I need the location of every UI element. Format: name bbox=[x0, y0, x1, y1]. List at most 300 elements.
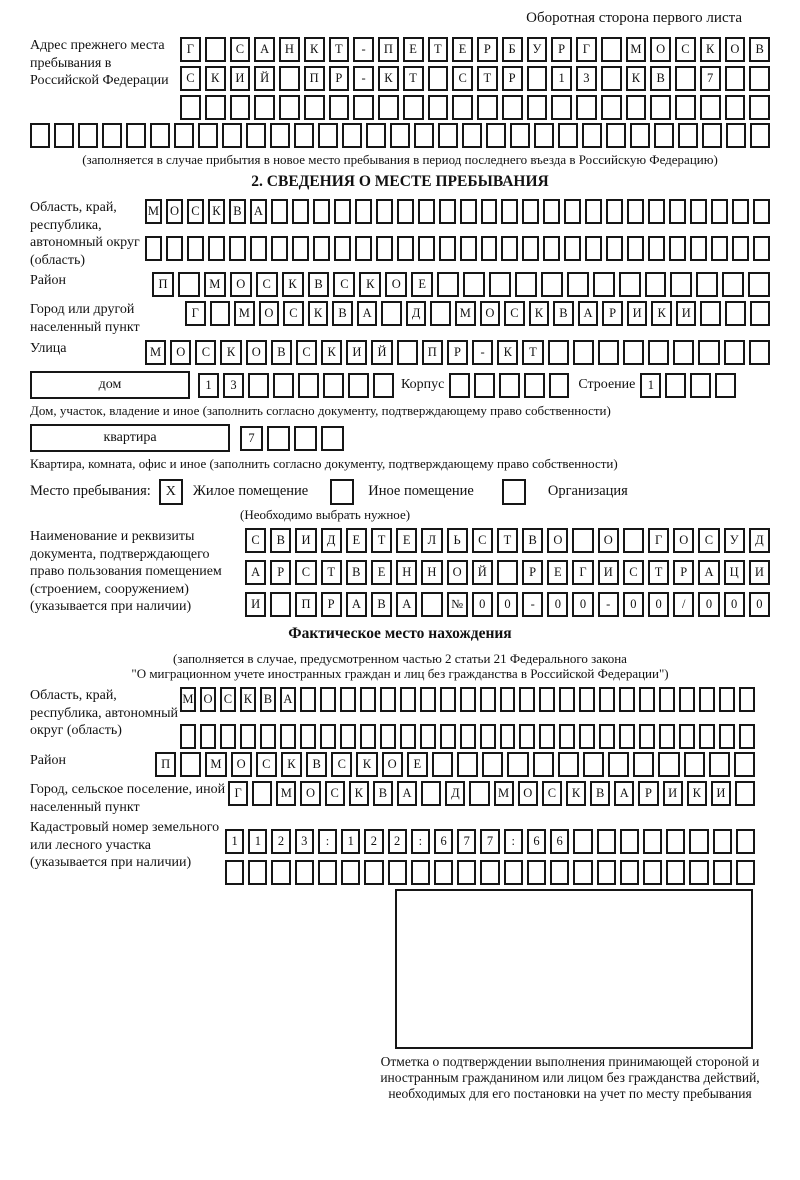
char-cell[interactable]: М bbox=[145, 340, 166, 365]
char-cell[interactable] bbox=[254, 95, 275, 120]
char-cell[interactable] bbox=[658, 752, 679, 777]
char-cell[interactable]: М bbox=[626, 37, 647, 62]
char-cell[interactable] bbox=[320, 724, 336, 749]
char-cell[interactable]: 0 bbox=[547, 592, 568, 617]
char-cell[interactable]: Е bbox=[346, 528, 367, 553]
char-cell[interactable] bbox=[524, 373, 545, 398]
char-cell[interactable]: Р bbox=[447, 340, 468, 365]
char-cell[interactable] bbox=[643, 829, 662, 854]
char-cell[interactable] bbox=[713, 829, 732, 854]
char-cell[interactable]: В bbox=[332, 301, 353, 326]
char-cell[interactable]: 7 bbox=[457, 829, 476, 854]
char-cell[interactable]: Н bbox=[279, 37, 300, 62]
char-cell[interactable] bbox=[527, 66, 548, 91]
char-cell[interactable]: О bbox=[259, 301, 280, 326]
char-cell[interactable] bbox=[480, 724, 496, 749]
char-cell[interactable] bbox=[166, 236, 183, 261]
char-cell[interactable] bbox=[300, 687, 316, 712]
char-cell[interactable]: О bbox=[166, 199, 183, 224]
char-cell[interactable] bbox=[601, 95, 622, 120]
char-cell[interactable] bbox=[428, 95, 449, 120]
char-cell[interactable] bbox=[178, 272, 200, 297]
char-cell[interactable]: Е bbox=[371, 560, 392, 585]
char-cell[interactable] bbox=[340, 687, 356, 712]
char-cell[interactable]: К bbox=[378, 66, 399, 91]
char-cell[interactable] bbox=[460, 724, 476, 749]
char-cell[interactable] bbox=[434, 860, 453, 885]
char-cell[interactable] bbox=[573, 860, 592, 885]
char-cell[interactable] bbox=[725, 66, 746, 91]
char-cell[interactable]: С bbox=[220, 687, 236, 712]
char-cell[interactable] bbox=[248, 860, 267, 885]
char-cell[interactable] bbox=[659, 724, 675, 749]
char-cell[interactable] bbox=[597, 829, 616, 854]
char-cell[interactable]: 2 bbox=[388, 829, 407, 854]
char-cell[interactable] bbox=[669, 236, 686, 261]
char-cell[interactable] bbox=[669, 199, 686, 224]
char-cell[interactable]: В bbox=[260, 687, 276, 712]
char-cell[interactable] bbox=[648, 236, 665, 261]
char-cell[interactable] bbox=[601, 37, 622, 62]
ulitsa-row[interactable] bbox=[145, 340, 770, 365]
char-cell[interactable]: С bbox=[296, 340, 317, 365]
char-cell[interactable]: - bbox=[522, 592, 543, 617]
kadastr-row-1[interactable] bbox=[225, 829, 755, 854]
char-cell[interactable]: В bbox=[590, 781, 610, 806]
char-cell[interactable]: В bbox=[553, 301, 574, 326]
char-cell[interactable]: К bbox=[220, 340, 241, 365]
char-cell[interactable]: М bbox=[494, 781, 514, 806]
stroenie-cells[interactable] bbox=[640, 373, 736, 398]
char-cell[interactable]: И bbox=[346, 340, 367, 365]
char-cell[interactable]: / bbox=[673, 592, 694, 617]
char-cell[interactable] bbox=[273, 373, 294, 398]
char-cell[interactable] bbox=[225, 860, 244, 885]
char-cell[interactable]: М bbox=[180, 687, 196, 712]
char-cell[interactable] bbox=[558, 752, 579, 777]
char-cell[interactable] bbox=[342, 123, 362, 148]
char-cell[interactable]: - bbox=[353, 37, 374, 62]
char-cell[interactable]: С bbox=[295, 560, 316, 585]
char-cell[interactable]: Е bbox=[396, 528, 417, 553]
char-cell[interactable] bbox=[550, 860, 569, 885]
char-cell[interactable]: 1 bbox=[248, 829, 267, 854]
char-cell[interactable] bbox=[715, 373, 736, 398]
char-cell[interactable]: П bbox=[295, 592, 316, 617]
char-cell[interactable]: У bbox=[527, 37, 548, 62]
char-cell[interactable]: Т bbox=[648, 560, 669, 585]
char-cell[interactable]: И bbox=[295, 528, 316, 553]
char-cell[interactable] bbox=[583, 752, 604, 777]
char-cell[interactable]: - bbox=[598, 592, 619, 617]
char-cell[interactable] bbox=[439, 199, 456, 224]
char-cell[interactable] bbox=[648, 199, 665, 224]
char-cell[interactable] bbox=[457, 752, 478, 777]
char-cell[interactable] bbox=[460, 236, 477, 261]
char-cell[interactable]: Й bbox=[254, 66, 275, 91]
char-cell[interactable]: К bbox=[321, 340, 342, 365]
char-cell[interactable] bbox=[180, 724, 196, 749]
char-cell[interactable]: К bbox=[626, 66, 647, 91]
char-cell[interactable] bbox=[432, 752, 453, 777]
char-cell[interactable] bbox=[397, 199, 414, 224]
char-cell[interactable]: Р bbox=[638, 781, 658, 806]
char-cell[interactable] bbox=[220, 724, 236, 749]
char-cell[interactable] bbox=[689, 860, 708, 885]
char-cell[interactable]: 2 bbox=[364, 829, 383, 854]
char-cell[interactable]: А bbox=[698, 560, 719, 585]
char-cell[interactable] bbox=[376, 236, 393, 261]
char-cell[interactable] bbox=[355, 236, 372, 261]
char-cell[interactable] bbox=[753, 199, 770, 224]
char-cell[interactable]: В bbox=[373, 781, 393, 806]
char-cell[interactable] bbox=[666, 829, 685, 854]
char-cell[interactable] bbox=[418, 199, 435, 224]
char-cell[interactable] bbox=[673, 340, 694, 365]
char-cell[interactable] bbox=[340, 724, 356, 749]
char-cell[interactable] bbox=[501, 199, 518, 224]
char-cell[interactable] bbox=[608, 752, 629, 777]
char-cell[interactable]: 3 bbox=[295, 829, 314, 854]
char-cell[interactable]: С bbox=[333, 272, 355, 297]
char-cell[interactable] bbox=[480, 687, 496, 712]
char-cell[interactable]: П bbox=[378, 37, 399, 62]
checkbox-organizatsiya[interactable] bbox=[502, 479, 526, 505]
char-cell[interactable] bbox=[388, 860, 407, 885]
oblast-row-2[interactable] bbox=[145, 236, 770, 261]
char-cell[interactable] bbox=[559, 724, 575, 749]
char-cell[interactable] bbox=[252, 781, 272, 806]
char-cell[interactable] bbox=[397, 340, 418, 365]
char-cell[interactable] bbox=[463, 272, 485, 297]
char-cell[interactable] bbox=[205, 95, 226, 120]
char-cell[interactable]: В bbox=[522, 528, 543, 553]
char-cell[interactable] bbox=[318, 860, 337, 885]
char-cell[interactable] bbox=[102, 123, 122, 148]
char-cell[interactable] bbox=[360, 687, 376, 712]
char-cell[interactable] bbox=[54, 123, 74, 148]
char-cell[interactable]: Р bbox=[329, 66, 350, 91]
char-cell[interactable]: Г bbox=[572, 560, 593, 585]
char-cell[interactable]: Д bbox=[321, 528, 342, 553]
char-cell[interactable] bbox=[403, 95, 424, 120]
char-cell[interactable] bbox=[522, 199, 539, 224]
char-cell[interactable]: : bbox=[318, 829, 337, 854]
char-cell[interactable] bbox=[360, 724, 376, 749]
char-cell[interactable]: М bbox=[455, 301, 476, 326]
char-cell[interactable]: К bbox=[529, 301, 550, 326]
char-cell[interactable] bbox=[709, 752, 730, 777]
char-cell[interactable]: 0 bbox=[623, 592, 644, 617]
char-cell[interactable] bbox=[620, 860, 639, 885]
char-cell[interactable]: Г bbox=[648, 528, 669, 553]
char-cell[interactable] bbox=[260, 724, 276, 749]
char-cell[interactable] bbox=[421, 592, 442, 617]
char-cell[interactable] bbox=[270, 592, 291, 617]
char-cell[interactable] bbox=[420, 687, 436, 712]
char-cell[interactable] bbox=[150, 123, 170, 148]
char-cell[interactable] bbox=[627, 199, 644, 224]
char-cell[interactable]: № bbox=[447, 592, 468, 617]
char-cell[interactable] bbox=[364, 860, 383, 885]
char-cell[interactable] bbox=[292, 236, 309, 261]
char-cell[interactable] bbox=[418, 236, 435, 261]
char-cell[interactable]: А bbox=[396, 592, 417, 617]
char-cell[interactable] bbox=[295, 860, 314, 885]
char-cell[interactable] bbox=[440, 724, 456, 749]
char-cell[interactable]: О bbox=[598, 528, 619, 553]
char-cell[interactable]: Д bbox=[406, 301, 427, 326]
char-cell[interactable]: О bbox=[382, 752, 403, 777]
char-cell[interactable]: А bbox=[250, 199, 267, 224]
char-cell[interactable]: И bbox=[676, 301, 697, 326]
char-cell[interactable] bbox=[670, 272, 692, 297]
char-cell[interactable]: С bbox=[452, 66, 473, 91]
char-cell[interactable]: О bbox=[231, 752, 252, 777]
char-cell[interactable] bbox=[534, 123, 554, 148]
char-cell[interactable] bbox=[541, 272, 563, 297]
char-cell[interactable] bbox=[619, 272, 641, 297]
char-cell[interactable]: С bbox=[230, 37, 251, 62]
char-cell[interactable] bbox=[187, 236, 204, 261]
char-cell[interactable] bbox=[750, 301, 771, 326]
char-cell[interactable] bbox=[645, 272, 667, 297]
char-cell[interactable] bbox=[381, 301, 402, 326]
char-cell[interactable]: С bbox=[331, 752, 352, 777]
char-cell[interactable]: Т bbox=[403, 66, 424, 91]
char-cell[interactable]: А bbox=[254, 37, 275, 62]
char-cell[interactable]: 1 bbox=[198, 373, 219, 398]
char-cell[interactable] bbox=[500, 724, 516, 749]
char-cell[interactable] bbox=[597, 860, 616, 885]
rayon-row[interactable] bbox=[152, 272, 770, 297]
char-cell[interactable]: В bbox=[229, 199, 246, 224]
char-cell[interactable] bbox=[507, 752, 528, 777]
char-cell[interactable] bbox=[700, 301, 721, 326]
char-cell[interactable] bbox=[515, 272, 537, 297]
char-cell[interactable] bbox=[690, 199, 707, 224]
doc-row-1[interactable] bbox=[245, 528, 770, 553]
char-cell[interactable] bbox=[639, 687, 655, 712]
char-cell[interactable] bbox=[564, 199, 581, 224]
char-cell[interactable]: О bbox=[480, 301, 501, 326]
char-cell[interactable] bbox=[304, 95, 325, 120]
char-cell[interactable]: Е bbox=[411, 272, 433, 297]
char-cell[interactable] bbox=[585, 236, 602, 261]
char-cell[interactable]: Й bbox=[472, 560, 493, 585]
char-cell[interactable]: А bbox=[346, 592, 367, 617]
char-cell[interactable]: К bbox=[700, 37, 721, 62]
char-cell[interactable] bbox=[341, 860, 360, 885]
char-cell[interactable] bbox=[601, 66, 622, 91]
char-cell[interactable] bbox=[739, 724, 755, 749]
char-cell[interactable] bbox=[750, 123, 770, 148]
char-cell[interactable] bbox=[548, 340, 569, 365]
char-cell[interactable] bbox=[593, 272, 615, 297]
char-cell[interactable] bbox=[298, 373, 319, 398]
char-cell[interactable] bbox=[267, 426, 290, 451]
char-cell[interactable] bbox=[30, 123, 50, 148]
doc-row-3[interactable] bbox=[245, 592, 770, 617]
char-cell[interactable]: О bbox=[650, 37, 671, 62]
char-cell[interactable] bbox=[558, 123, 578, 148]
char-cell[interactable]: В bbox=[308, 272, 330, 297]
char-cell[interactable]: 6 bbox=[527, 829, 546, 854]
char-cell[interactable]: П bbox=[152, 272, 174, 297]
char-cell[interactable]: К bbox=[687, 781, 707, 806]
char-cell[interactable] bbox=[411, 860, 430, 885]
char-cell[interactable]: В bbox=[270, 528, 291, 553]
char-cell[interactable] bbox=[543, 236, 560, 261]
char-cell[interactable] bbox=[126, 123, 146, 148]
char-cell[interactable]: 0 bbox=[698, 592, 719, 617]
char-cell[interactable] bbox=[439, 236, 456, 261]
char-cell[interactable]: 0 bbox=[724, 592, 745, 617]
char-cell[interactable]: К bbox=[497, 340, 518, 365]
char-cell[interactable]: О bbox=[547, 528, 568, 553]
char-cell[interactable] bbox=[229, 236, 246, 261]
kvartira-cells[interactable] bbox=[240, 426, 344, 451]
char-cell[interactable]: О bbox=[725, 37, 746, 62]
char-cell[interactable]: В bbox=[306, 752, 327, 777]
char-cell[interactable] bbox=[627, 236, 644, 261]
char-cell[interactable] bbox=[180, 752, 201, 777]
char-cell[interactable] bbox=[449, 373, 470, 398]
char-cell[interactable]: 7 bbox=[480, 829, 499, 854]
char-cell[interactable] bbox=[623, 340, 644, 365]
char-cell[interactable] bbox=[180, 95, 201, 120]
char-cell[interactable] bbox=[606, 123, 626, 148]
char-cell[interactable]: А bbox=[578, 301, 599, 326]
char-cell[interactable]: - bbox=[353, 66, 374, 91]
char-cell[interactable]: К bbox=[282, 272, 304, 297]
char-cell[interactable]: М bbox=[145, 199, 162, 224]
char-cell[interactable] bbox=[355, 199, 372, 224]
char-cell[interactable]: Н bbox=[421, 560, 442, 585]
char-cell[interactable] bbox=[736, 860, 755, 885]
char-cell[interactable] bbox=[527, 95, 548, 120]
char-cell[interactable]: В bbox=[371, 592, 392, 617]
char-cell[interactable]: Е bbox=[407, 752, 428, 777]
char-cell[interactable] bbox=[626, 95, 647, 120]
char-cell[interactable]: М bbox=[234, 301, 255, 326]
char-cell[interactable]: С bbox=[623, 560, 644, 585]
char-cell[interactable]: К bbox=[240, 687, 256, 712]
char-cell[interactable]: О bbox=[170, 340, 191, 365]
char-cell[interactable]: К bbox=[281, 752, 302, 777]
char-cell[interactable]: Р bbox=[502, 66, 523, 91]
char-cell[interactable] bbox=[437, 272, 459, 297]
char-cell[interactable] bbox=[400, 687, 416, 712]
char-cell[interactable] bbox=[582, 123, 602, 148]
char-cell[interactable] bbox=[380, 724, 396, 749]
char-cell[interactable]: С bbox=[283, 301, 304, 326]
char-cell[interactable] bbox=[599, 724, 615, 749]
char-cell[interactable]: П bbox=[304, 66, 325, 91]
char-cell[interactable]: Г bbox=[180, 37, 201, 62]
char-cell[interactable] bbox=[334, 199, 351, 224]
char-cell[interactable] bbox=[551, 95, 572, 120]
char-cell[interactable]: А bbox=[357, 301, 378, 326]
char-cell[interactable] bbox=[376, 199, 393, 224]
char-cell[interactable]: М bbox=[205, 752, 226, 777]
char-cell[interactable]: Р bbox=[270, 560, 291, 585]
char-cell[interactable] bbox=[145, 236, 162, 261]
char-cell[interactable]: Л bbox=[421, 528, 442, 553]
char-cell[interactable] bbox=[378, 95, 399, 120]
char-cell[interactable] bbox=[734, 752, 755, 777]
prev-address-row-4[interactable] bbox=[30, 123, 770, 148]
char-cell[interactable] bbox=[397, 236, 414, 261]
char-cell[interactable]: В bbox=[650, 66, 671, 91]
char-cell[interactable] bbox=[620, 829, 639, 854]
char-cell[interactable]: 0 bbox=[572, 592, 593, 617]
char-cell[interactable]: Т bbox=[321, 560, 342, 585]
char-cell[interactable]: 7 bbox=[240, 426, 263, 451]
char-cell[interactable]: С bbox=[472, 528, 493, 553]
char-cell[interactable] bbox=[732, 236, 749, 261]
char-cell[interactable]: Т bbox=[329, 37, 350, 62]
char-cell[interactable] bbox=[200, 724, 216, 749]
char-cell[interactable]: Г bbox=[185, 301, 206, 326]
char-cell[interactable] bbox=[573, 829, 592, 854]
char-cell[interactable] bbox=[522, 236, 539, 261]
char-cell[interactable]: В bbox=[271, 340, 292, 365]
char-cell[interactable] bbox=[675, 95, 696, 120]
char-cell[interactable] bbox=[353, 95, 374, 120]
char-cell[interactable] bbox=[700, 95, 721, 120]
char-cell[interactable]: П bbox=[155, 752, 176, 777]
char-cell[interactable] bbox=[749, 95, 770, 120]
char-cell[interactable]: С bbox=[195, 340, 216, 365]
char-cell[interactable] bbox=[559, 687, 575, 712]
char-cell[interactable]: О bbox=[673, 528, 694, 553]
char-cell[interactable] bbox=[630, 123, 650, 148]
char-cell[interactable]: 1 bbox=[640, 373, 661, 398]
char-cell[interactable]: Т bbox=[428, 37, 449, 62]
char-cell[interactable] bbox=[713, 860, 732, 885]
char-cell[interactable] bbox=[606, 236, 623, 261]
char-cell[interactable] bbox=[533, 752, 554, 777]
char-cell[interactable] bbox=[248, 373, 269, 398]
char-cell[interactable] bbox=[348, 373, 369, 398]
char-cell[interactable] bbox=[549, 373, 570, 398]
char-cell[interactable]: 1 bbox=[551, 66, 572, 91]
char-cell[interactable] bbox=[504, 860, 523, 885]
char-cell[interactable] bbox=[648, 340, 669, 365]
char-cell[interactable] bbox=[502, 95, 523, 120]
char-cell[interactable] bbox=[271, 236, 288, 261]
char-cell[interactable]: К bbox=[566, 781, 586, 806]
char-cell[interactable] bbox=[726, 123, 746, 148]
char-cell[interactable]: : bbox=[411, 829, 430, 854]
checkbox-zhiloe[interactable]: X bbox=[159, 479, 183, 505]
char-cell[interactable] bbox=[585, 199, 602, 224]
char-cell[interactable] bbox=[174, 123, 194, 148]
char-cell[interactable]: Б bbox=[502, 37, 523, 62]
char-cell[interactable]: И bbox=[245, 592, 266, 617]
char-cell[interactable] bbox=[719, 724, 735, 749]
char-cell[interactable] bbox=[390, 123, 410, 148]
prev-address-row-2[interactable] bbox=[180, 66, 770, 91]
char-cell[interactable] bbox=[543, 199, 560, 224]
char-cell[interactable] bbox=[539, 724, 555, 749]
dom-cells[interactable] bbox=[198, 373, 394, 398]
char-cell[interactable] bbox=[334, 236, 351, 261]
char-cell[interactable] bbox=[271, 860, 290, 885]
char-cell[interactable]: И bbox=[598, 560, 619, 585]
char-cell[interactable] bbox=[323, 373, 344, 398]
